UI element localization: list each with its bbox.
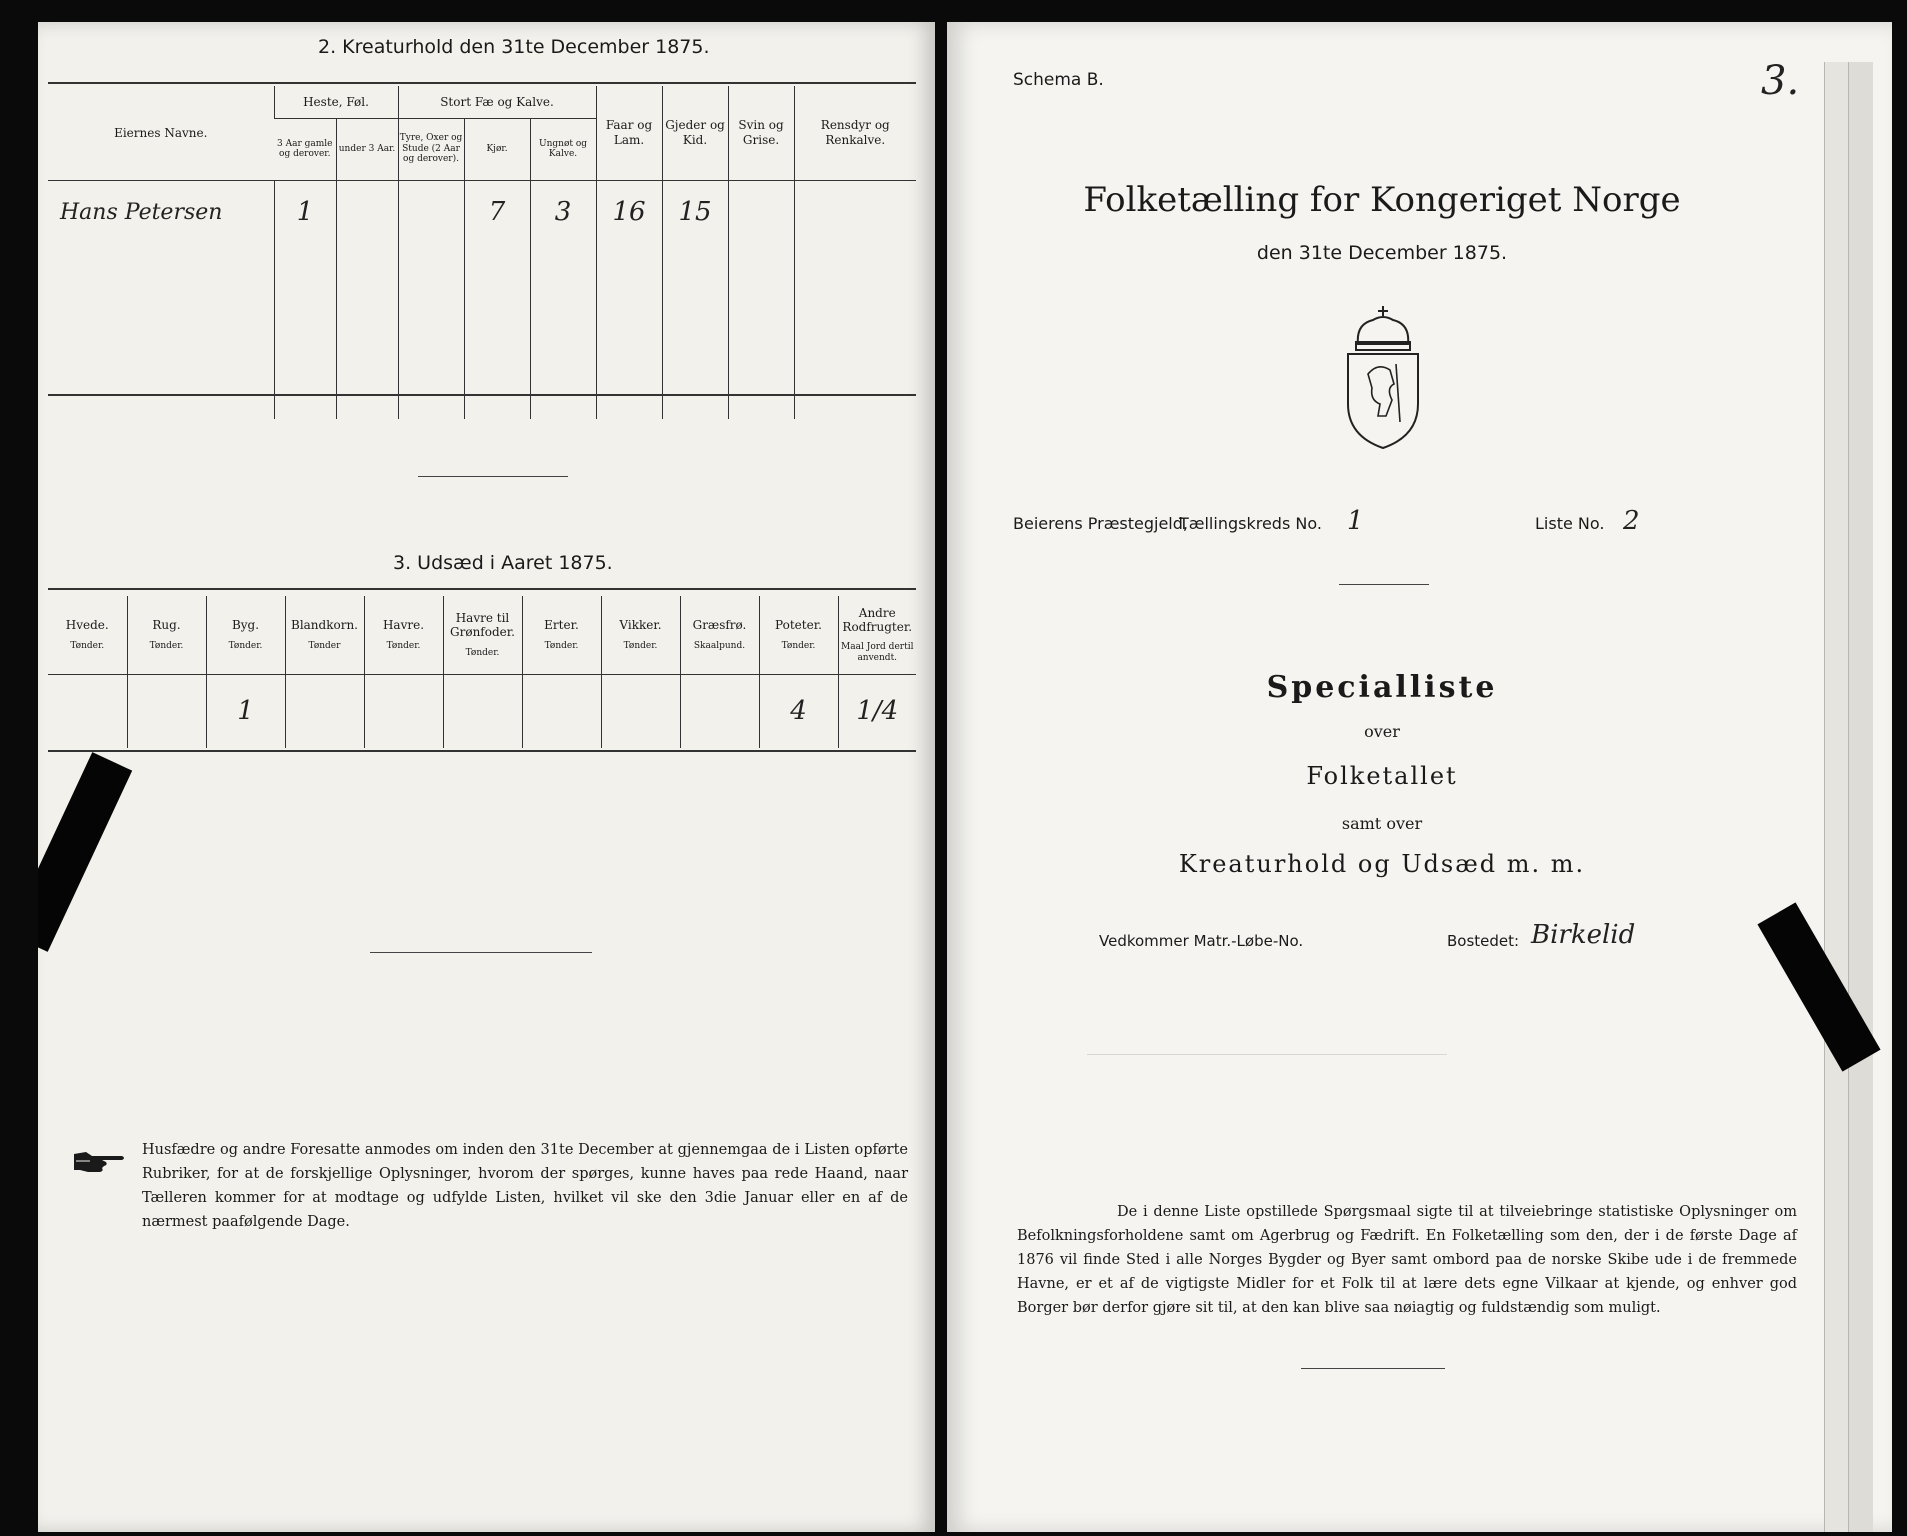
schema-label: Schema B. [1013, 70, 1104, 90]
faint-line [1087, 1054, 1447, 1055]
bosted-label: Bostedet: [1447, 932, 1520, 950]
pointing-hand-icon [72, 1148, 126, 1174]
horses-header: Heste, Føl. [274, 86, 398, 118]
sowing-header-name: Blandkorn. [291, 618, 358, 633]
sowing-header-unit: Tønder. [623, 640, 658, 651]
cattle-cows-cell: 7 [464, 180, 530, 244]
reindeer-header: Rensdyr og Renkalve. [794, 86, 916, 180]
livestock-table [48, 86, 916, 419]
main-subtitle: den 31te December 1875. [1256, 242, 1508, 264]
sowing-value-8 [680, 674, 759, 748]
sowing-header-unit: Tønder. [228, 640, 263, 651]
bottom-note: De i denne Liste opstillede Spørgsmaal sigte til at tilveiebringe statistiske Oplysninger om Befolkningsforholdene samt om Agerbrug og Fædrift. En Folketælling som den, der i de første Dage af 1876 vil finde Sted i alle Norges Bygder og Byer samt ombord paa de norske Skibe ude i de fremmede Havne, er et af de vigtigste Midler for et Folk til at lære dets egne Vilkaar at kjende, og enhver god Borger bør derfor gjøre sit til, at den kan blive saa nøiagtig og fuldstændig som muligt. [1017, 1204, 1797, 1316]
over-text: over [1364, 722, 1400, 741]
cattle-young-cell: 3 [530, 180, 596, 244]
horses-young-header: under 3 Aar. [336, 118, 398, 180]
sowing-value-6 [522, 674, 601, 748]
sowing-header-10 [838, 596, 916, 674]
section2-title: 2. Kreaturhold den 31te December 1875. [318, 36, 710, 58]
sowing-header-unit: Tønder [308, 640, 341, 651]
sowing-header-4 [364, 596, 443, 674]
sowing-header-name: Havre. [382, 618, 425, 633]
sowing-header-2 [206, 596, 285, 674]
right-page [947, 22, 1892, 1532]
sowing-header-name: Byg. [231, 618, 260, 633]
horses-old-header: 3 Aar gamle og derover. [274, 118, 336, 180]
sowing-value-1 [127, 674, 206, 748]
cattle-bulls-header: Tyre, Oxer og Stude (2 Aar og derover). [398, 118, 464, 180]
notice-text: Husfædre og andre Foresatte anmodes om inden den 31te December at gjennemgaa de i Listen opførte Rubriker, for at de forskjellige Oplysninger, hvorom der spørges, kunne haves paa rede Haand, naar Tælleren kommer for at modtage og udfylde Listen, hvilket vil ske den 3die Januar eller en af de nærmest paafølgende Dage. [142, 1142, 908, 1230]
samt-over-text: samt over [1341, 814, 1423, 833]
sowing-value-3 [285, 674, 364, 748]
pigs-header: Svin og Grise. [728, 86, 794, 180]
cattle-young-header: Ungnøt og Kalve. [530, 118, 596, 180]
sowing-header-8 [680, 596, 759, 674]
bosted-value: Birkelid [1531, 920, 1636, 950]
sowing-header-unit: Tønder. [70, 640, 105, 651]
cattle-header: Stort Fæ og Kalve. [398, 86, 596, 118]
separator-line [1301, 1368, 1445, 1369]
kreaturhold-text: Kreaturhold og Udsæd m. m. [1178, 850, 1586, 878]
cattle-bulls-cell [398, 180, 464, 244]
sowing-header-7 [601, 596, 680, 674]
sowing-header-9 [759, 596, 838, 674]
sowing-header-unit: Tønder. [386, 640, 421, 651]
sowing-header-5 [443, 596, 522, 674]
sowing-value-10: 1/4 [838, 674, 916, 748]
sowing-header-unit: Skaalpund. [693, 640, 746, 651]
sowing-header-6 [522, 596, 601, 674]
folketallet-text: Folketallet [1306, 762, 1458, 790]
sowing-header-name: Erter. [544, 618, 579, 633]
sowing-value-7 [601, 674, 680, 748]
sowing-table [48, 596, 916, 748]
left-page [38, 22, 935, 1532]
sowing-header-name: Hvede. [65, 618, 109, 633]
cattle-cows-header: Kjør. [464, 118, 530, 180]
sowing-header-unit: Tønder. [149, 640, 184, 651]
separator-line [1339, 584, 1429, 585]
table-bottom-rule [48, 394, 916, 396]
sowing-header-name: Rug. [152, 618, 181, 633]
sowing-header-unit: Tønder. [465, 647, 500, 658]
horses-young-cell [336, 180, 398, 244]
horses-old-cell: 1 [274, 180, 336, 244]
liste-label: Liste No. [1535, 514, 1605, 533]
sowing-header-unit: Tønder. [544, 640, 579, 651]
main-title: Folketælling for Kongeriget Norge [1083, 180, 1681, 220]
pigs-cell [728, 180, 794, 244]
owner-name-cell: Hans Petersen [60, 199, 223, 225]
sowing-header-name: Græsfrø. [692, 618, 747, 633]
page-number: 3. [1761, 58, 1800, 104]
sowing-value-5 [443, 674, 522, 748]
sheep-cell: 16 [596, 180, 662, 244]
sowing-header-0 [48, 596, 127, 674]
sowing-value-9: 4 [759, 674, 838, 748]
sowing-value-2: 1 [206, 674, 285, 748]
goats-header: Gjeder og Kid. [662, 86, 728, 180]
owner-header: Eiernes Navne. [48, 86, 274, 180]
goats-cell: 15 [662, 180, 728, 244]
kreds-label: Tællingskreds No. [1179, 514, 1322, 533]
section3-title: 3. Udsæd i Aaret 1875. [393, 552, 613, 574]
sowing-value-4 [364, 674, 443, 748]
sheep-header: Faar og Lam. [596, 86, 662, 180]
sowing-header-name: Andre Rodfrugter. [842, 605, 913, 634]
divider [48, 82, 916, 84]
prestegjeld-label: Beierens Præstegjeld, [1013, 514, 1188, 533]
table-bottom-rule [48, 750, 916, 752]
special-list-title: Specialliste [1266, 670, 1498, 705]
reindeer-cell [794, 180, 916, 244]
separator-line [370, 952, 592, 953]
divider [48, 588, 916, 590]
page-edge [1848, 62, 1873, 1532]
page-tab [38, 752, 132, 952]
kreds-value: 1 [1347, 506, 1364, 536]
sowing-header-unit: Maal Jord dertil anvendt. [841, 642, 914, 664]
sowing-value-0 [48, 674, 127, 748]
sowing-header-unit: Tønder. [781, 640, 816, 651]
coat-of-arms-icon [1338, 304, 1428, 450]
matr-label: Vedkommer Matr.-Løbe-No. [1099, 932, 1304, 950]
sowing-header-3 [285, 596, 364, 674]
separator-line [418, 476, 568, 477]
sowing-header-name: Poteter. [775, 618, 822, 633]
liste-value: 2 [1623, 506, 1640, 536]
sowing-header-1 [127, 596, 206, 674]
sowing-header-name: Havre til Grønfoder. [450, 610, 515, 640]
sowing-header-name: Vikker. [619, 618, 662, 633]
page-edge [1824, 62, 1849, 1532]
